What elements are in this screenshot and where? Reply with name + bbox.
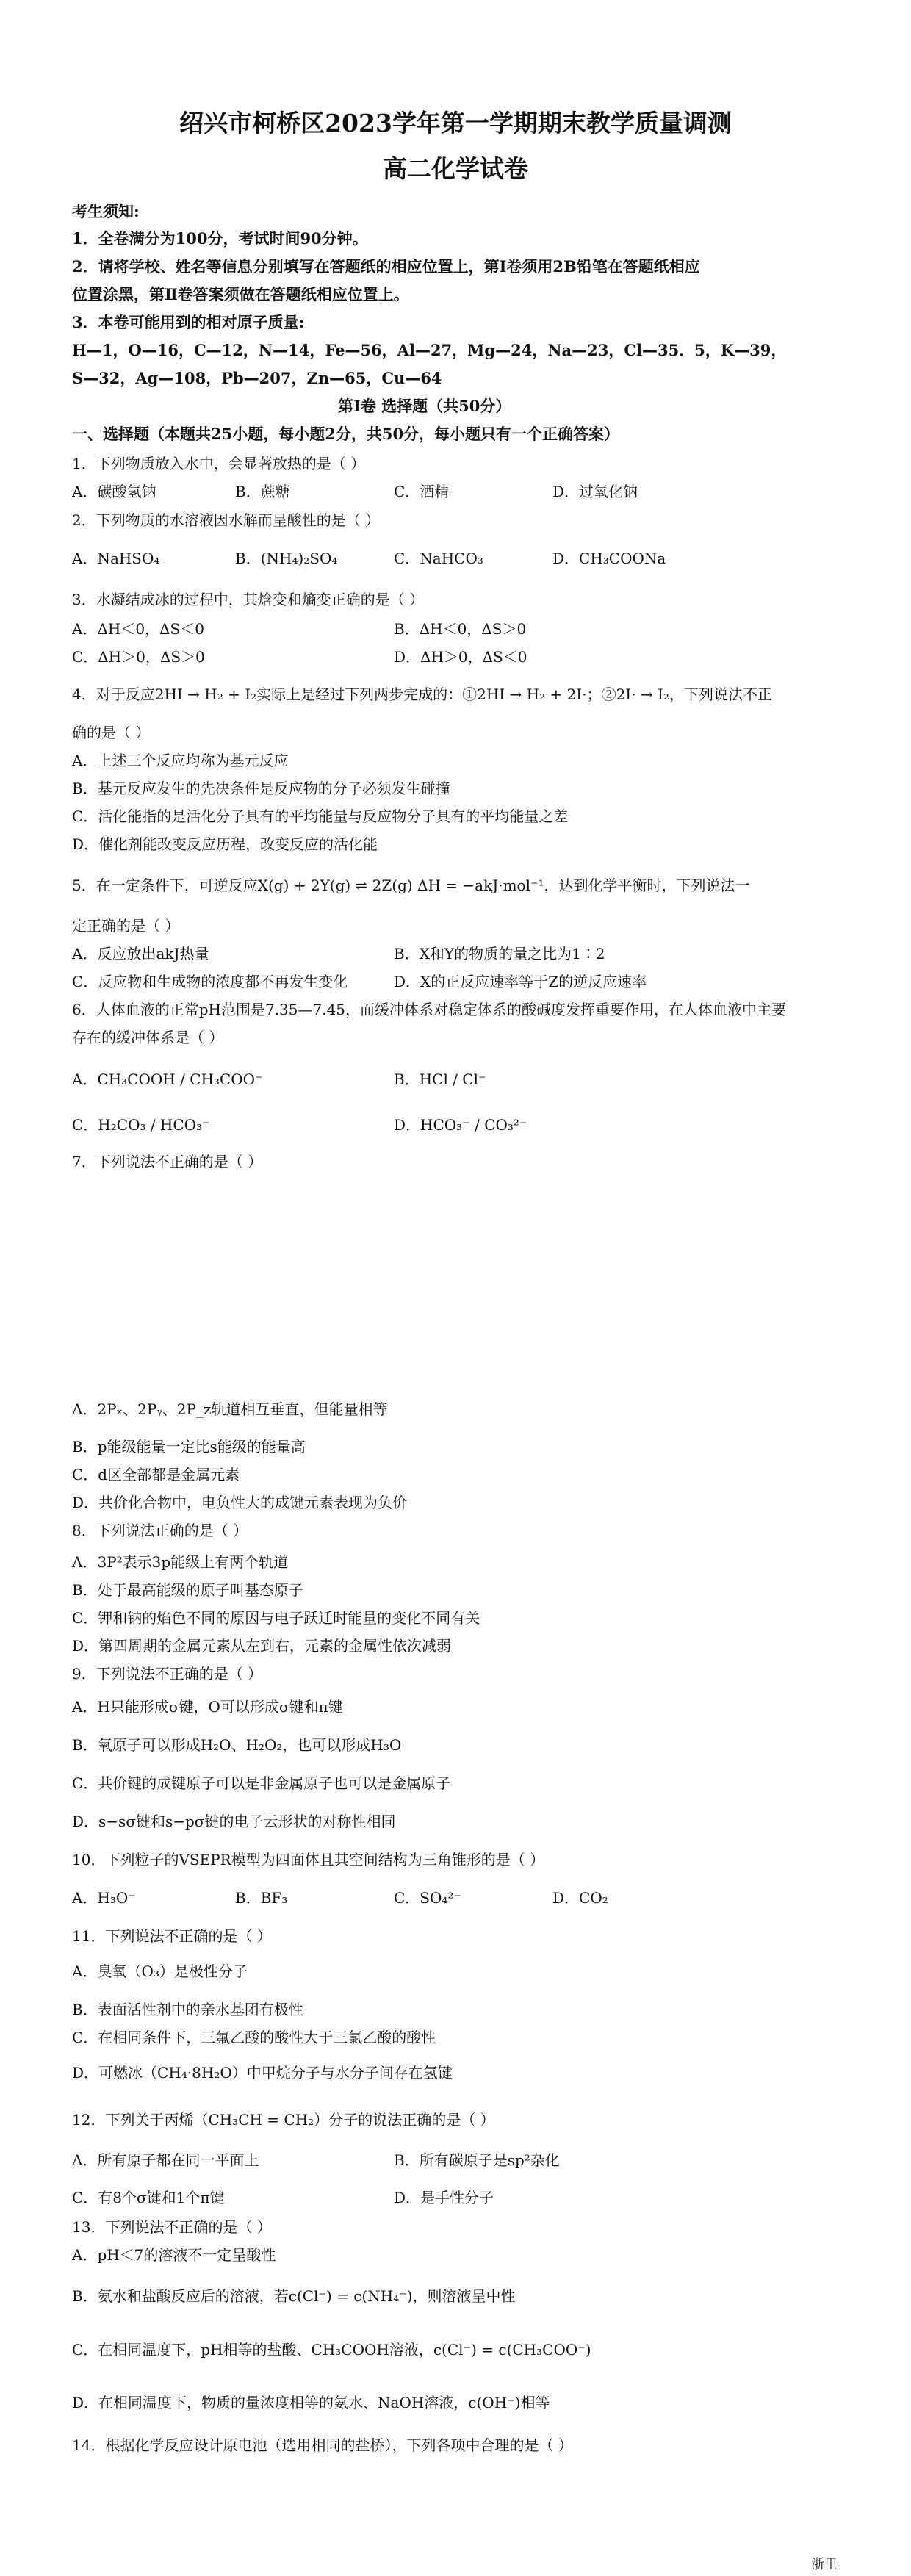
option: D．第四周期的金属元素从左到右，元素的金属性依次减弱 [72, 1637, 452, 1655]
option: D．s−sσ键和s−pσ键的电子云形状的对称性相同 [72, 1813, 396, 1830]
notice-item: S—32，Ag—108，Pb—207，Zn—65，Cu—64 [72, 369, 442, 387]
question-stem: 1．下列物质放入水中，会显著放热的是（ ） [72, 455, 366, 472]
option: B．X和Y的物质的量之比为1∶2 [394, 945, 605, 963]
option: A．H只能形成σ键，O可以形成σ键和π键 [72, 1698, 343, 1716]
option: C．共价键的成键原子可以是非金属原子也可以是金属原子 [72, 1774, 451, 1792]
option: C．SO₄²⁻ [394, 1889, 461, 1907]
option: C．反应物和生成物的浓度都不再发生变化 [72, 973, 348, 990]
question-stem: 6．人体血液的正常pH范围是7.35—7.45，而缓冲体系对稳定体系的酸碱度发挥重要作用，在人体血液中主要 [72, 1001, 787, 1018]
option: A．碳酸氢钠 [72, 483, 156, 500]
option: C．在相同温度下，pH相等的盐酸、CH₃COOH溶液，c(Cl⁻) = c(CH₃COO⁻) [72, 2341, 591, 2359]
option: D．在相同温度下，物质的量浓度相等的氨水、NaOH溶液，c(OH⁻)相等 [72, 2394, 550, 2411]
option: A．ΔH＜0，ΔS＜0 [72, 620, 204, 638]
option: B．(NH₄)₂SO₄ [235, 550, 338, 567]
question-stem: 12．下列关于丙烯（CH₃CH = CH₂）分子的说法正确的是（ ） [72, 2111, 495, 2129]
option: C．NaHCO₃ [394, 550, 483, 567]
question-stem: 8．下列说法正确的是（ ） [72, 1522, 248, 1539]
question-stem-cont: 定正确的是（ ） [72, 917, 180, 935]
option: D．CO₂ [552, 1889, 608, 1907]
notice-heading: 考生须知: [72, 202, 140, 220]
option: A．所有原子都在同一平面上 [72, 2151, 259, 2169]
option: A．H₃O⁺ [72, 1889, 136, 1907]
option: B．表面活性剂中的亲水基团有极性 [72, 2001, 303, 2018]
option: B．处于最高能级的原子叫基态原子 [72, 1581, 303, 1599]
option: B．BF₃ [235, 1889, 288, 1907]
option: D．CH₃COONa [552, 550, 666, 567]
option: A．2Pₓ、2Pᵧ、2P_z轨道相互垂直，但能量相等 [72, 1400, 388, 1418]
option: B．p能级能量一定比s能级的能量高 [72, 1438, 306, 1456]
option: B．HCl / Cl⁻ [394, 1071, 486, 1088]
exam-title: 绍兴市柯桥区2023学年第一学期期末教学质量调测 [179, 109, 732, 137]
question-stem: 11．下列说法不正确的是（ ） [72, 1927, 272, 1945]
notice-item: 3．本卷可能用到的相对原子质量: [72, 313, 305, 331]
question-stem: 3．水凝结成冰的过程中，其焓变和熵变正确的是（ ） [72, 591, 425, 608]
section-heading: 一、选择题（本题共25小题，每小题2分，共50分，每小题只有一个正确答案） [72, 425, 620, 443]
option: B．所有碳原子是sp²杂化 [394, 2151, 560, 2169]
option: A．反应放出akJ热量 [72, 945, 209, 963]
question-stem: 4．对于反应2HI → H₂ + I₂实际上是经过下列两步完成的：①2HI → H₂ + 2I·；②2I· → I₂，下列说法不正 [72, 686, 772, 703]
option: C．酒精 [394, 483, 450, 500]
option: C．H₂CO₃ / HCO₃⁻ [72, 1116, 210, 1134]
exam-subtitle: 高二化学试卷 [383, 154, 528, 183]
notice-item: 位置涂黑，第Ⅱ卷答案须做在答题纸相应位置上。 [72, 285, 409, 303]
question-stem: 5．在一定条件下，可逆反应X(g) + 2Y(g) ⇌ 2Z(g) ΔH = −akJ·mol⁻¹，达到化学平衡时，下列说法一 [72, 877, 750, 894]
option: C．活化能指的是活化分子具有的平均能量与反应物分子具有的平均能量之差 [72, 807, 569, 825]
option: C．d区全部都是金属元素 [72, 1466, 240, 1483]
option: B．氧原子可以形成H₂O、H₂O₂，也可以形成H₃O [72, 1736, 402, 1754]
question-stem: 10．下列粒子的VSEPR模型为四面体且其空间结构为三角锥形的是（ ） [72, 1851, 545, 1868]
option: C．钾和钠的焰色不同的原因与电子跃迁时能量的变化不同有关 [72, 1609, 480, 1627]
option: C．有8个σ键和1个π键 [72, 2189, 225, 2206]
option: D．是手性分子 [394, 2189, 494, 2206]
option: D．HCO₃⁻ / CO₃²⁻ [394, 1116, 527, 1134]
notice-item: H—1，O—16，C—12，N—14，Fe—56，Al—27，Mg—24，Na—23，Cl—35．5，K—39， [72, 341, 787, 359]
page-corner-text: 浙里 [811, 2557, 838, 2572]
option: A．3P²表示3p能级上有两个轨道 [72, 1553, 289, 1571]
option: D．可燃冰（CH₄·8H₂O）中甲烷分子与水分子间存在氢键 [72, 2064, 453, 2082]
option: A．pH＜7的溶液不一定呈酸性 [72, 2246, 276, 2264]
option: A．上述三个反应均称为基元反应 [72, 752, 289, 769]
question-stem-cont: 确的是（ ） [72, 724, 151, 741]
option: D．X的正反应速率等于Z的逆反应速率 [394, 973, 647, 990]
option: C．ΔH＞0，ΔS＞0 [72, 648, 205, 666]
question-stem: 2．下列物质的水溶液因水解而呈酸性的是（ ） [72, 511, 381, 529]
question-stem: 7．下列说法不正确的是（ ） [72, 1153, 263, 1170]
option: A．臭氧（O₃）是极性分子 [72, 1962, 248, 1980]
option: D．共价化合物中，电负性大的成键元素表现为负价 [72, 1494, 408, 1511]
option: B．蔗糖 [235, 483, 290, 500]
option: D．过氧化钠 [552, 483, 638, 500]
notice-item: 2．请将学校、姓名等信息分别填写在答题纸的相应位置上，第Ⅰ卷须用2B铅笔在答题纸相应 [72, 257, 700, 276]
question-stem: 9．下列说法不正确的是（ ） [72, 1665, 263, 1683]
option: B．氨水和盐酸反应后的溶液，若c(Cl⁻) = c(NH₄⁺)，则溶液呈中性 [72, 2287, 516, 2305]
option: A．NaHSO₄ [72, 550, 160, 567]
option: C．在相同条件下，三氟乙酸的酸性大于三氯乙酸的酸性 [72, 2029, 436, 2046]
option: B．基元反应发生的先决条件是反应物的分子必须发生碰撞 [72, 780, 450, 797]
question-stem: 14．根据化学反应设计原电池（选用相同的盐桥），下列各项中合理的是（ ） [72, 2436, 573, 2454]
option: D．催化剂能改变反应历程，改变反应的活化能 [72, 835, 378, 853]
option: B．ΔH＜0，ΔS＞0 [394, 620, 527, 638]
option: A．CH₃COOH / CH₃COO⁻ [72, 1071, 263, 1088]
part1-heading: 第Ⅰ卷 选择题（共50分） [338, 397, 511, 415]
question-stem: 13．下列说法不正确的是（ ） [72, 2218, 272, 2236]
option: D．ΔH＞0，ΔS＜0 [394, 648, 527, 666]
notice-item: 1．全卷满分为100分，考试时间90分钟。 [72, 229, 368, 248]
question-stem-cont: 存在的缓冲体系是（ ） [72, 1029, 224, 1046]
